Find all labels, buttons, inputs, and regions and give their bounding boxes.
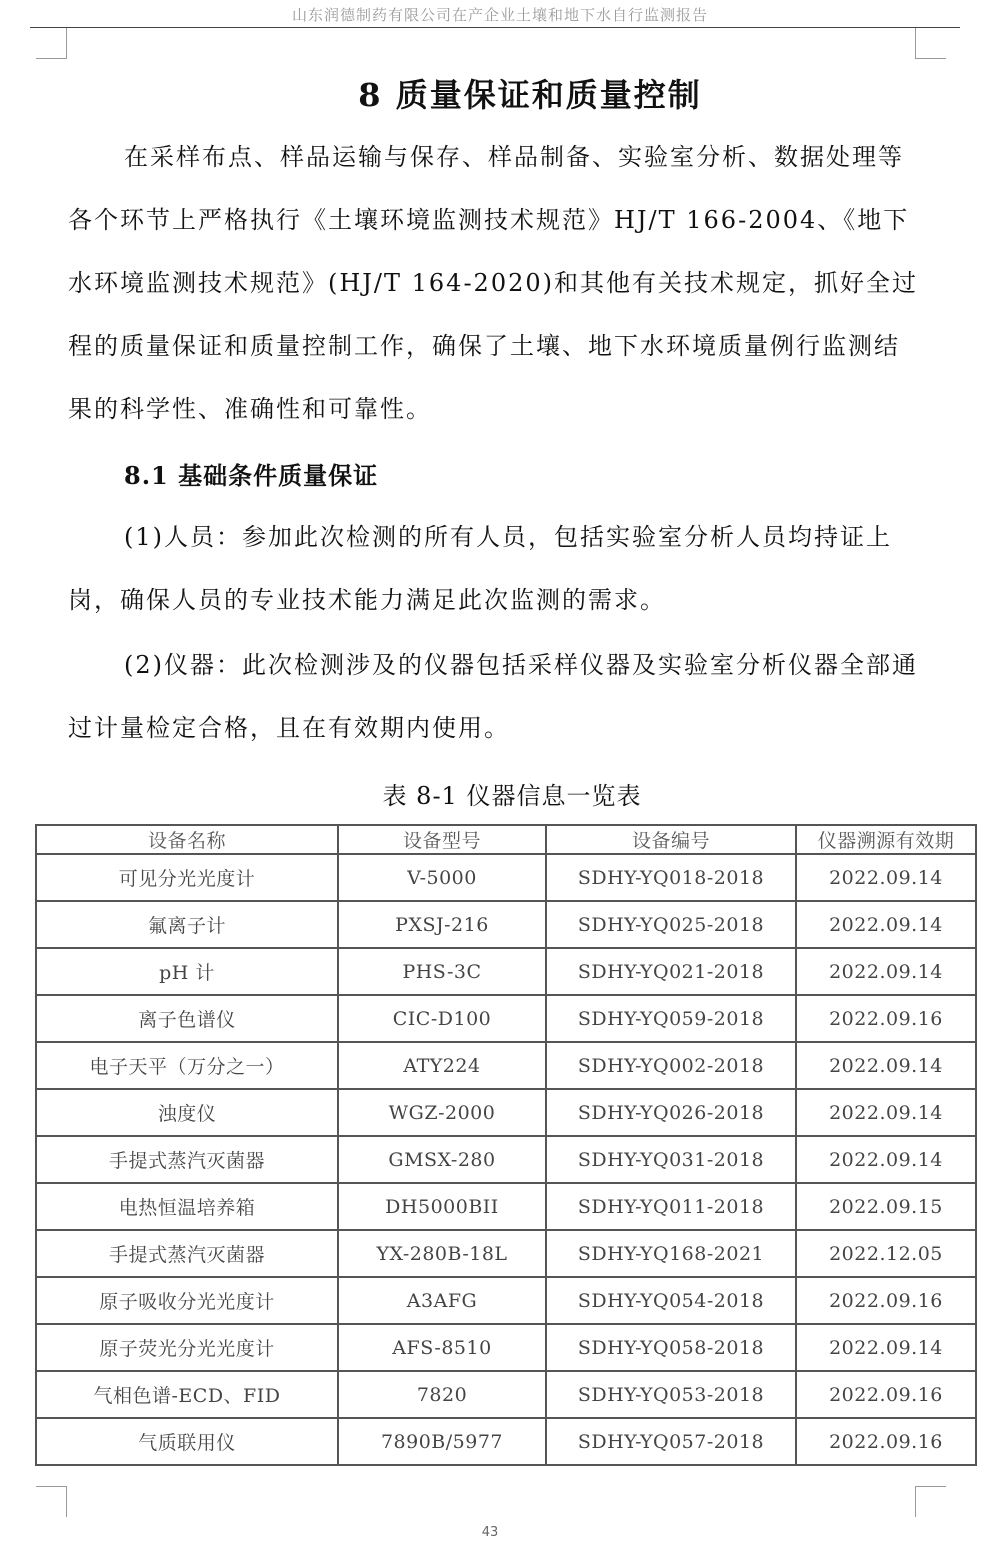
cell-equipment-model: AFS-8510 [338, 1324, 546, 1371]
instruments-paragraph: (2)仪器：此次检测涉及的仪器包括采样仪器及实验室分析仪器全部通过计量检定合格，且在有效期内使用。 [68, 651, 918, 742]
cell-validity: 2022.09.14 [796, 854, 976, 901]
cell-equipment-name: 手提式蒸汽灭菌器 [36, 1230, 338, 1277]
table-row [36, 901, 976, 948]
cell-equipment-model: GMSX-280 [338, 1136, 546, 1183]
personnel-paragraph: (1)人员：参加此次检测的所有人员，包括实验室分析人员均持证上岗，确保人员的专业技术能力满足此次监测的需求。 [68, 523, 892, 614]
cell-equipment-name: 可见分光光度计 [36, 854, 338, 901]
table-row [36, 1371, 976, 1418]
cell-equipment-model: 7890B/5977 [338, 1418, 546, 1465]
cell-validity: 2022.09.16 [796, 1277, 976, 1324]
cell-equipment-id: SDHY-YQ026-2018 [546, 1089, 796, 1136]
table-row [36, 1042, 976, 1089]
cell-equipment-name: 气相色谱-ECD、FID [36, 1371, 338, 1418]
cell-validity: 2022.09.14 [796, 1042, 976, 1089]
subsection-title: 8.1 基础条件质量保证 [124, 461, 379, 490]
instrument-table [35, 824, 977, 1466]
table-row [36, 1418, 976, 1465]
cell-equipment-model: 7820 [338, 1371, 546, 1418]
cell-validity: 2022.09.16 [796, 1371, 976, 1418]
cell-validity: 2022.09.15 [796, 1183, 976, 1230]
cell-equipment-name: 电热恒温培养箱 [36, 1183, 338, 1230]
table-row [36, 995, 976, 1042]
table-row [36, 948, 976, 995]
cell-equipment-id: SDHY-YQ025-2018 [546, 901, 796, 948]
cell-equipment-id: SDHY-YQ059-2018 [546, 995, 796, 1042]
crop-mark-bottom-left [36, 1486, 67, 1517]
cell-equipment-name: 电子天平（万分之一） [36, 1042, 338, 1089]
header-validity: 仪器溯源有效期 [796, 825, 976, 854]
cell-equipment-id: SDHY-YQ058-2018 [546, 1324, 796, 1371]
cell-equipment-name: 浊度仪 [36, 1089, 338, 1136]
table-caption: 表 8-1 仪器信息一览表 [382, 782, 642, 810]
table-row [36, 1230, 976, 1277]
running-header: 山东润德制药有限公司在产企业土壤和地下水自行监测报告 [291, 6, 708, 24]
cell-validity: 2022.09.16 [796, 995, 976, 1042]
cell-equipment-model: ATY224 [338, 1042, 546, 1089]
cell-validity: 2022.09.14 [796, 1089, 976, 1136]
cell-equipment-name: 手提式蒸汽灭菌器 [36, 1136, 338, 1183]
table-row [36, 1089, 976, 1136]
crop-mark-bottom-right [915, 1486, 946, 1517]
cell-validity: 2022.09.14 [796, 1324, 976, 1371]
cell-equipment-model: PHS-3C [338, 948, 546, 995]
cell-equipment-model: CIC-D100 [338, 995, 546, 1042]
header-equipment-name: 设备名称 [36, 825, 338, 854]
cell-equipment-id: SDHY-YQ168-2021 [546, 1230, 796, 1277]
cell-equipment-name: pH 计 [36, 948, 338, 995]
cell-equipment-model: PXSJ-216 [338, 901, 546, 948]
cell-equipment-model: V-5000 [338, 854, 546, 901]
cell-equipment-name: 氟离子计 [36, 901, 338, 948]
section-title: 8 质量保证和质量控制 [358, 76, 702, 114]
table-row [36, 854, 976, 901]
cell-validity: 2022.09.14 [796, 948, 976, 995]
cell-validity: 2022.09.14 [796, 901, 976, 948]
cell-equipment-model: DH5000BII [338, 1183, 546, 1230]
table-row [36, 1324, 976, 1371]
cell-equipment-id: SDHY-YQ031-2018 [546, 1136, 796, 1183]
header-equipment-model: 设备型号 [338, 825, 546, 854]
cell-equipment-id: SDHY-YQ054-2018 [546, 1277, 796, 1324]
cell-equipment-model: WGZ-2000 [338, 1089, 546, 1136]
cell-equipment-name: 离子色谱仪 [36, 995, 338, 1042]
header-equipment-id: 设备编号 [546, 825, 796, 854]
table-row [36, 1183, 976, 1230]
cell-equipment-id: SDHY-YQ018-2018 [546, 854, 796, 901]
cell-equipment-model: A3AFG [338, 1277, 546, 1324]
table-row [36, 1136, 976, 1183]
table-header-row [36, 825, 976, 854]
cell-equipment-name: 原子荧光分光光度计 [36, 1324, 338, 1371]
cell-validity: 2022.12.05 [796, 1230, 976, 1277]
page-number: 43 [481, 1525, 499, 1540]
cell-validity: 2022.09.16 [796, 1418, 976, 1465]
cell-equipment-name: 气质联用仪 [36, 1418, 338, 1465]
table-body [36, 854, 976, 1465]
cell-equipment-model: YX-280B-18L [338, 1230, 546, 1277]
cell-equipment-id: SDHY-YQ021-2018 [546, 948, 796, 995]
cell-validity: 2022.09.14 [796, 1136, 976, 1183]
cell-equipment-id: SDHY-YQ002-2018 [546, 1042, 796, 1089]
header-rule [30, 27, 960, 28]
cell-equipment-id: SDHY-YQ053-2018 [546, 1371, 796, 1418]
crop-mark-top-right [915, 28, 946, 59]
table-row [36, 1277, 976, 1324]
crop-mark-top-left [36, 28, 67, 59]
cell-equipment-name: 原子吸收分光光度计 [36, 1277, 338, 1324]
intro-paragraph: 在采样布点、样品运输与保存、样品制备、实验室分析、数据处理等各个环节上严格执行《土壤环境监测技术规范》HJ/T 166-2004、《地下水环境监测技术规范》(HJ/T 164-2020)和其他有关技术规定，抓好全过程的质量保证和质量控制工作，确保了土壤、地下水环境质量例行监测结果的科学性、准确性和可靠性。 [68, 143, 918, 423]
cell-equipment-id: SDHY-YQ011-2018 [546, 1183, 796, 1230]
cell-equipment-id: SDHY-YQ057-2018 [546, 1418, 796, 1465]
